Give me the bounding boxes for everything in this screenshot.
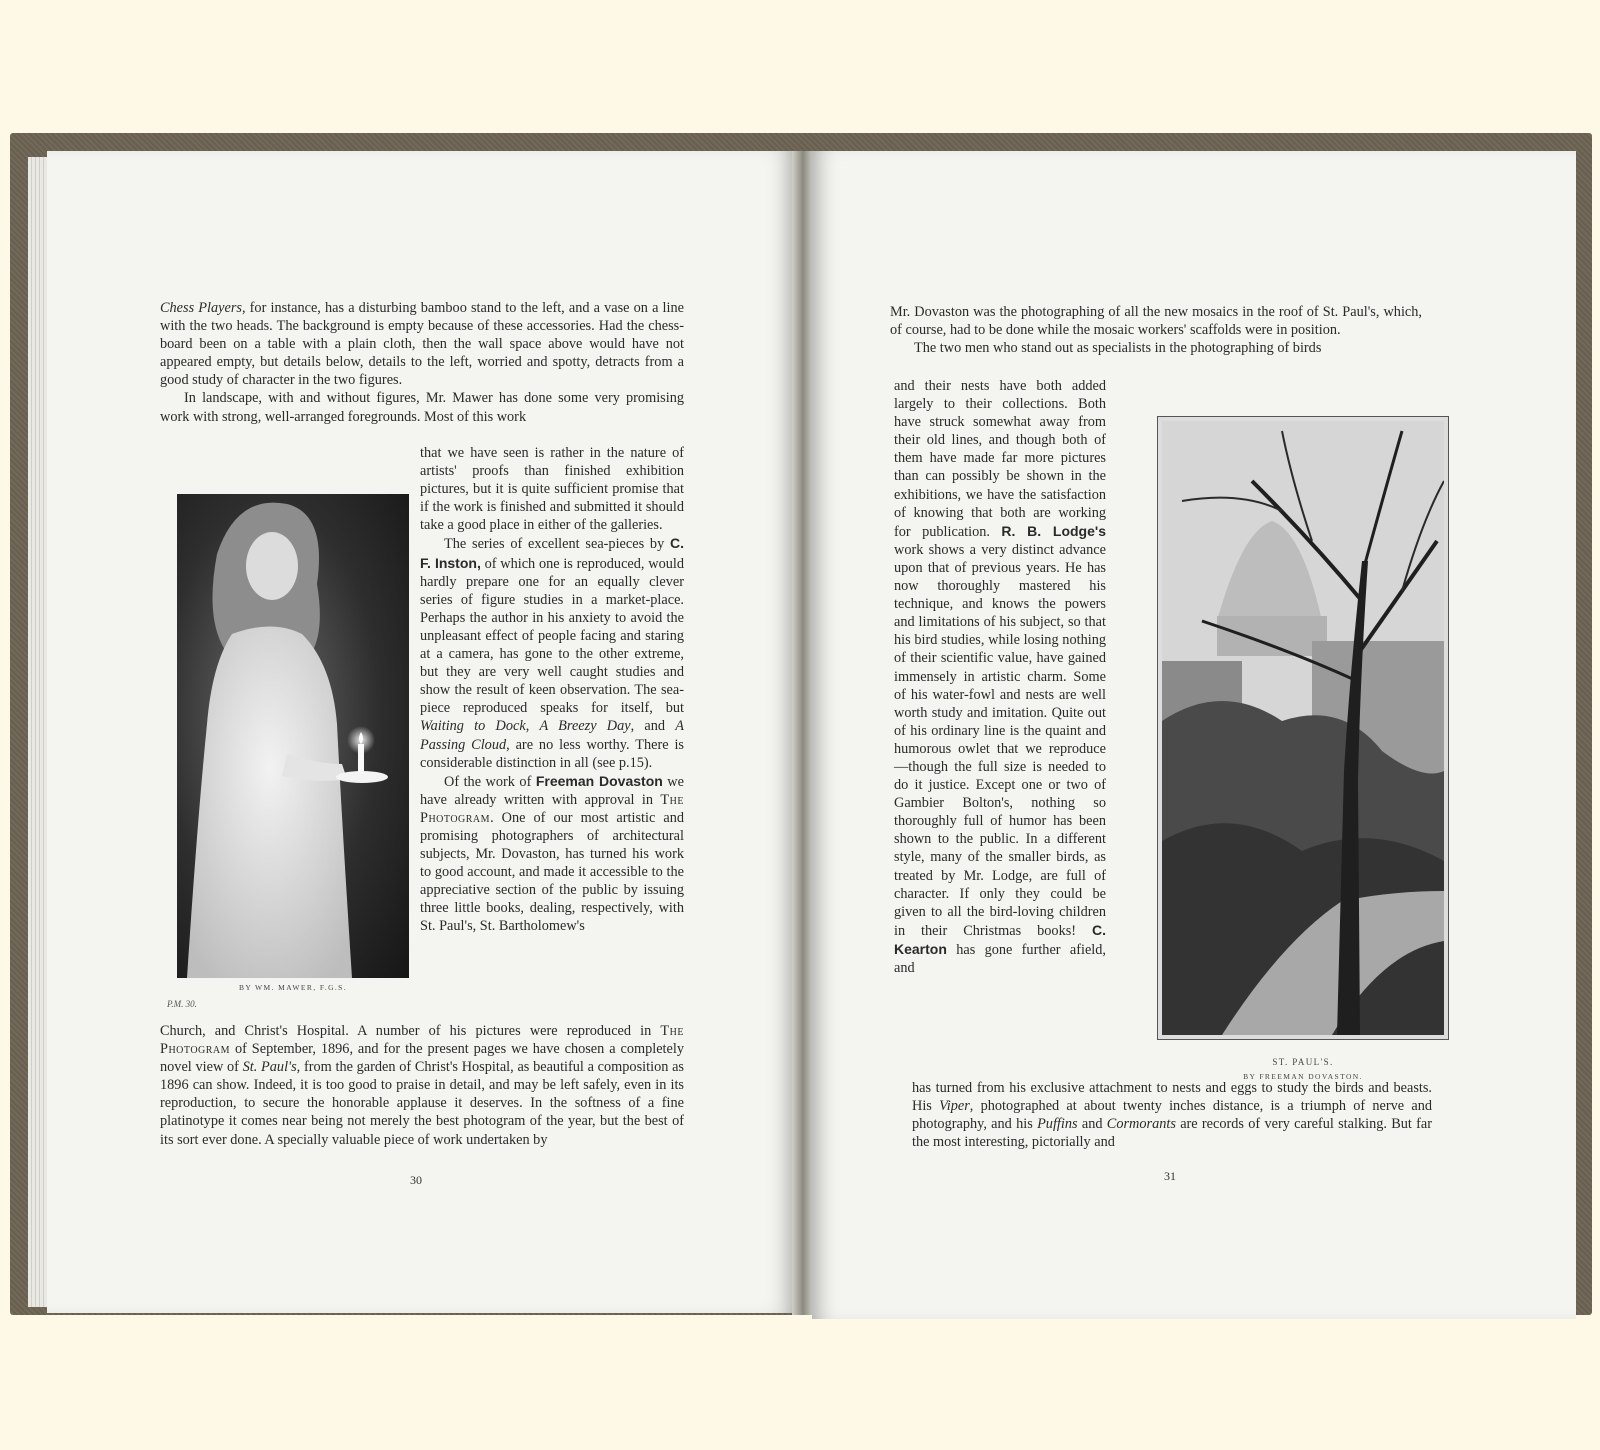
paragraph-birds-intro: The two men who stand out as specialists in the photographing of birds: [914, 340, 1322, 357]
paragraph-chess-players: Chess Players, for instance, has a disturbing bamboo stand to the left, and a vase on a line with the two heads. The background is empty because of these accessories. Had the chess-board been on a table with a plain cloth, then the wall space above would have not appeared empty, but details below, details to the left, worried and spotty, detracts from a good study of character in the two figures.: [160, 300, 684, 389]
book-spread: [10, 133, 1592, 1315]
left-col-bottom: [160, 1022, 684, 1149]
paragraph-dovaston: Of the work of Freeman Dovaston we have already written with approval in The Photogram. One of our most artistic and promising photographers of architectural subjects, Mr. Dovaston, has turned his work to good account, and made it accessible to the appreciative section of the public by issuing three little books, dealing, respectively, with St. Paul's, St. Bartholomew's: [420, 772, 684, 935]
photo-girl-with-candle: [177, 494, 409, 978]
right-page: [812, 151, 1576, 1319]
right-col-narrow: [894, 377, 1106, 977]
caption-mawer: BY WM. MAWER, F.G.S.: [238, 983, 348, 992]
st-pauls-illustration: [1162, 421, 1444, 1035]
right-col-top: [890, 303, 1422, 357]
book-gutter: [792, 151, 814, 1315]
paragraph-kearton-cont: has turned from his exclusive attachment to nests and eggs to study the birds and beasts. His Viper, photographed at about twenty inches distance, is a triumph of nerve and photography, and his Puffins and Cormorants are records of very careful stalking. But far the most interesting, pictorially and: [912, 1080, 1433, 1151]
paragraph-mosaics: Mr. Dovaston was the photographing of all the new mosaics in the roof of St. Paul's, which, of course, had to be done while the mosaic workers' scaffolds were in position.: [890, 304, 1422, 339]
photo-st-pauls: [1157, 416, 1449, 1040]
page-number-left: 30: [410, 1173, 422, 1187]
paragraph-lodge-kearton: and their nests have both added largely to their collections. Both have struck somewhat away from their old lines, and though both of them have made far more pictures than can possibly be shown in the exhibitions, we have the satisfaction of knowing that both are working for publication. R. B. Lodge's work shows a very distinct advance upon that of previous years. He has now thoroughly mastered his technique, and knows the powers and limitations of his subject, so that his bird studies, while losing nothing of their scientific value, have gained immensely in artistic charm. Some of his water-fowl and nests are well worth study and imitation. Quite out of his ordinary line is the quaint and humorous owlet that we reproduce—though the full size is needed to do it justice. Except one or two of Gambier Bolton's, nothing so thoroughly full of humor has been shown to the public. In a different style, many of the smaller birds, as treated by Mr. Lodge, are full of character. If only they could be given to all the bird-loving children in their Christmas books! C. Kearton has gone further afield, and: [894, 378, 1107, 976]
left-col-narrow: [420, 444, 684, 936]
paragraph-mawer-end: that we have seen is rather in the nature of artists' proofs than finished exhibition pictures, but it is quite sufficient promise that if the work is finished and submitted it should take a good place in either of the galleries.: [420, 445, 684, 534]
paragraph-dovaston-cont: Church, and Christ's Hospital. A number of his pictures were reproduced in The Photogram of September, 1896, and for the present pages we have chosen a completely novel view of St. Paul's, from the garden of Christ's Hospital, as beautiful a composition as 1896 can show. Indeed, it is too good to praise in detail, and may be left safely, even in its reproduction, to secure the honorable applause it deserves. In the softness of a fine platinotype it comes near being not merely the best photogram of the year, but the best of its sort ever done. A specially valuable piece of work undertaken by: [160, 1023, 684, 1148]
caption-st-pauls-credit: BY FREEMAN DOVASTON.: [1243, 1072, 1363, 1081]
page-edges: [28, 157, 48, 1307]
girl-portrait-illustration: [177, 494, 409, 978]
paragraph-inston: The series of excellent sea-pieces by C. F. Inston, of which one is reproduced, would hardly prepare one for an equally clever series of figure studies in a market-place. Perhaps the author in his anxiety to avoid the unpleasant effect of people facing and staring at a camera, has gone to the other extreme, but they are very well caught studies and show the result of keen observation. The sea-piece reproduced speaks for itself, but Waiting to Dock, A Breezy Day, and A Passing Cloud, are no less worthy. There is considerable distinction in all (see p.15).: [420, 535, 684, 771]
right-col-bottom: [912, 1079, 1432, 1151]
page-number-right: 31: [1164, 1169, 1176, 1183]
plate-number: P.M. 30.: [167, 999, 197, 1009]
left-col-top: [160, 299, 684, 426]
left-page: [47, 151, 794, 1313]
paragraph-landscape: In landscape, with and without figures, Mr. Mawer has done some very promising work with strong, well-arranged foregrounds. Most of this work: [160, 390, 684, 425]
caption-st-pauls-title: ST. PAUL'S.: [1272, 1057, 1334, 1067]
